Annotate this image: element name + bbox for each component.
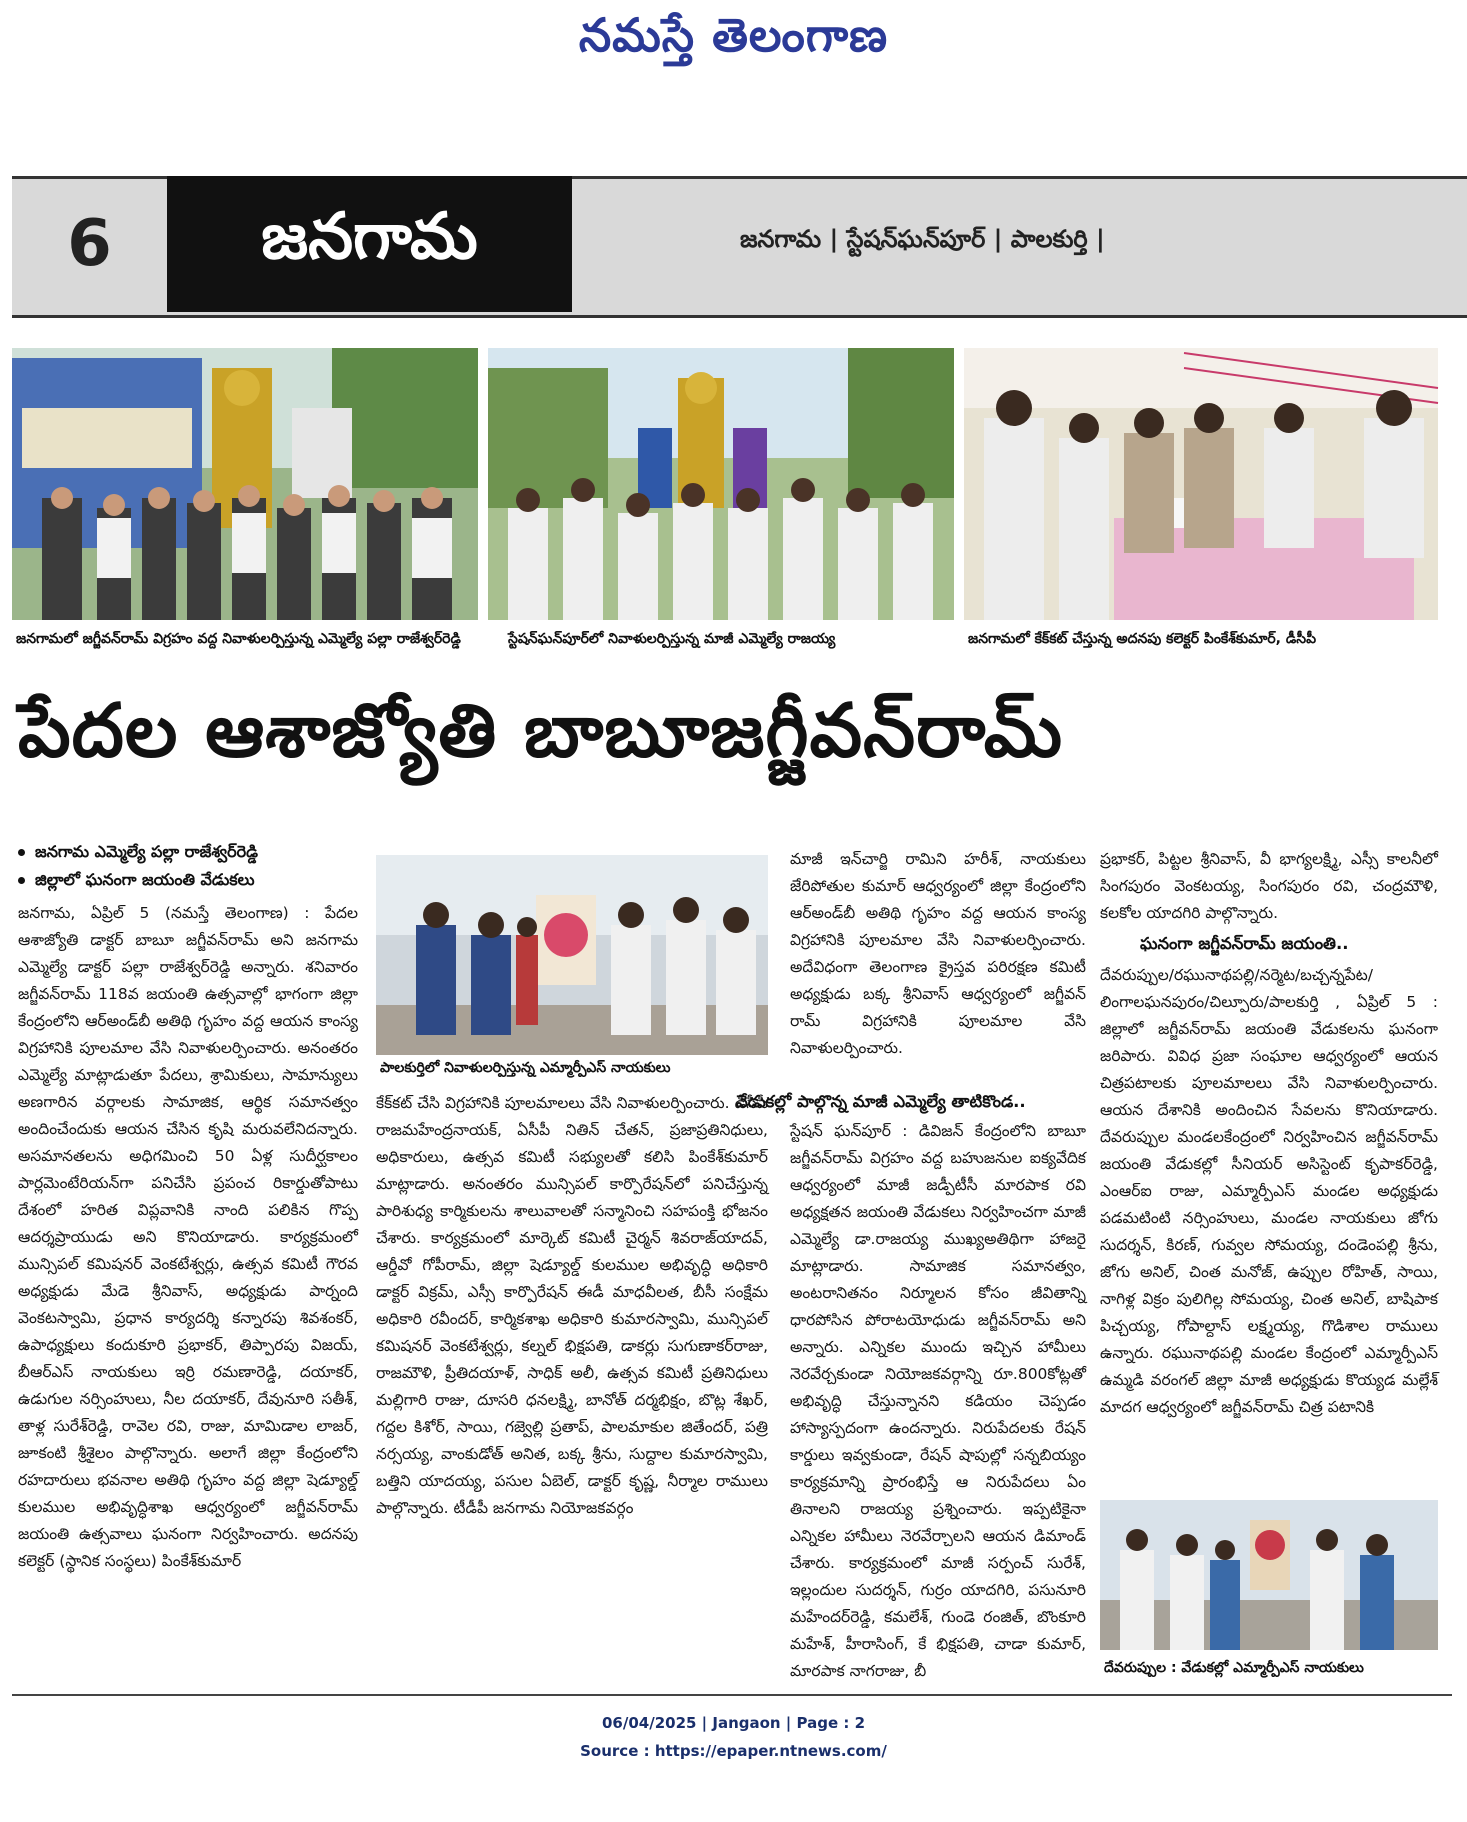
- photo-caption: జనగామలో జగ్జీవన్‌రామ్ విగ్రహం వద్ద నివాళులర్పిస్తున్న ఎమ్మెల్యే పల్లా రాజేశ్వర్‌రెడ్డి: [16, 631, 461, 647]
- district-title: జనగామ: [167, 176, 572, 312]
- sub-places: జనగామ | స్టేషన్‌ఘన్‌పూర్ | పాలకుర్తి |: [740, 225, 1105, 253]
- photo-caption: దేవరుప్పుల : వేడుకల్లో ఎమ్మార్పీఎస్ నాయకులు: [1104, 1660, 1364, 1676]
- photo-caption: జనగామలో కేక్‌కట్ చేస్తున్న అదనపు కలెక్టర్ పింకేశ్‌కుమార్, డీసీపీ: [968, 631, 1317, 647]
- photo-caption: స్టేషన్‌ఘన్‌పూర్‌లో నివాళులర్పిస్తున్న మాజీ ఎమ్మెల్యే రాజయ్య: [508, 631, 836, 647]
- article-column-4a: ప్రభాకర్, పిట్టల శ్రీనివాస్, వీ భాగ్యలక్ష్మి, ఎస్సీ కాలనీలో సింగపురం వెంకటయ్య, సింగపురం రవి, చంద్రమౌళి, కలకోల యాదగిరి పాల్గొన్నారు.: [1100, 850, 1438, 922]
- sub-heading: వేడుకల్లో పాల్గొన్న మాజీ ఎమ్మెల్యే తాటికొండ..: [736, 1092, 1026, 1111]
- bullet-dot: [18, 877, 25, 884]
- article-column-3a: మాజీ ఇన్‌చార్జి రామిని హరీశ్, నాయకులు జేరిపోతుల కుమార్ ఆధ్వర్యంలో జిల్లా కేంద్రంలోని ఆర్‌అండ్‌బీ అతిథి గృహం వద్ద ఆయన కాంస్య విగ్రహానికి పూలమాల వేసి నివాళులర్పించారు. అదేవిధంగా తెలంగాణ క్రైస్తవ పరిరక్షణ కమిటీ అధ్యక్షుడు బక్క శ్రీనివాస్ ఆధ్వర్యంలో జగ్జీవన్ రామ్ విగ్రహానికి పూలమాల వేసి నివాళులర్పించారు.: [790, 850, 1086, 1057]
- newspaper-masthead: నమస్తే తెలంగాణ: [578, 8, 889, 62]
- headline: పేదల ఆశాజ్యోతి బాబూజగ్జీవన్‌రామ్: [18, 688, 1064, 774]
- article-column-4b: దేవరుప్పుల/రఘునాథపల్లి/నర్మెట/బచ్చన్నపేట/లింగాలఘనపురం/చిల్పూరు/పాలకుర్తి , ఏప్రిల్ 5 : జిల్లాలో జగ్జీవన్‌రామ్ జయంతి వేడుకలను ఘనంగా జరిపారు. వివిధ ప్రజా సంఘాల ఆధ్వర్యంలో ఆయన చిత్రపటాలకు పూలమాలలు వేసి నివాళులర్పించారు. ఆయన దేశానికి అందించిన సేవలను కొనియాడారు. దేవరుప్పుల మండలకేంద్రంలో నిర్వహించిన జగ్జీవన్‌రామ్ జయంతి వేడుకల్లో సీనియర్ అసిస్టెంట్ కృపాకర్‌రెడ్డి, ఎంఆర్‌ఐ రాజు, ఎమ్మార్పీఎస్ మండల అధ్యక్షుడు పడమటింటి నర్సింహులు, మండల నాయకులు జోగు సుదర్శన్, కిరణ్, గువ్వల సోమయ్య, దండెంపల్లి శ్రీను, జోగు అనిల్, చింత మనోజ్, ఉప్పుల రోహిత్, సాయి, నాగిళ్ల విక్రం పులిగిల్ల సోమయ్య, చింత అనిల్, బాషిపాక పిచ్చయ్య, గోపాల్దాస్ లక్ష్మయ్య, గొడిశాల రాములు ఉన్నారు. రఘునాథపల్లి మండల కేంద్రంలో ఎమ్మార్పీఎస్ ఉమ్మడి వరంగల్ జిల్లా మాజీ అధ్యక్షుడు కొయ్యడ మల్లేశ్ మాదగ ఆధ్వర్యంలో జగ్జీవన్‌రామ్ చిత్ర పటానికి: [1100, 966, 1438, 1416]
- bullet-text: జిల్లాలో ఘనంగా జయంతి వేడుకలు: [35, 870, 255, 889]
- photo-station-ghanpur: [488, 348, 954, 620]
- sub-heading: ఘనంగా జగ్జీవన్‌రామ్ జయంతి..: [1140, 934, 1349, 953]
- page-number: 6: [67, 207, 112, 281]
- photo-palakurthi: [376, 855, 768, 1055]
- photo-caption: పాలకుర్తిలో నివాళులర్పిస్తున్న ఎమ్మార్పీఎస్ నాయకులు: [380, 1060, 671, 1076]
- bullet-dot: [18, 849, 25, 856]
- photo-devaruppula: [1100, 1500, 1438, 1650]
- footer-source-line: Source : https://epaper.ntnews.com/: [580, 1742, 887, 1760]
- article-column-3b: స్టేషన్ ఘన్‌పూర్ : డివిజన్ కేంద్రంలోని బాబూ జగ్జీవన్‌రామ్ విగ్రహం వద్ద బహుజనుల ఐక్యవేదిక ఆధ్వర్యంలో మాజీ జడ్పీటీసీ మారపాక రవి అధ్యక్షతన జయంతి వేడుకలు నిర్వహించగా మాజీ ఎమ్మెల్యే డా.రాజయ్య ముఖ్యఅతిథిగా హాజరై మాట్లాడారు. సామాజిక సమానత్వం, అంటరానితనం నిర్మూలన కోసం జీవితాన్ని ధారపోసిన పోరాటయోధుడు జగ్జీవన్‌రామ్ అని అన్నారు. ఎన్నికల ముందు ఇచ్చిన హామీలు నెరవేర్చకుండా నియోజకవర్గాన్ని రూ.800కోట్లతో అభివృద్ధి చేస్తున్నానని కడియం చెప్పడం హాస్యాస్పదంగా ఉందన్నారు. నిరుపేదలకు రేషన్ కార్డులు ఇవ్వకుండా, రేషన్ షాపుల్లో సన్నబియ్యం కార్యక్రమాన్ని ప్రారంభిస్తే ఆ నిరుపేదలు ఏం తినాలని రాజయ్య ప్రశ్నించారు. ఇప్పటికైనా ఎన్నికల హామీలు నెరవేర్చాలని ఆయన డిమాండ్ చేశారు. కార్యక్రమంలో మాజీ సర్పంచ్ సురేశ్, ఇల్లందుల సుదర్శన్, గుర్రం యాదగిరి, పసునూరి మహేందర్‌రెడ్డి, కమలేశ్, గుండె రంజిత్, బొంకూరి మహేశ్, హీరాసింగ్, కే భిక్షపతి, చాడా కుమార్, మారపాక నాగరాజు, బీ: [790, 1122, 1086, 1680]
- article-column-2: కేక్‌కట్ చేసి విగ్రహానికి పూలమాలలు వేసి నివాళులర్పించారు. డీసీపీ రాజమహేంద్రనాయక్, ఏసీపీ నితిన్ చేతన్, ప్రజాప్రతినిధులు, అధికారులు, ఉత్సవ కమిటీ సభ్యులతో కలిసి పింకేశ్‌కుమార్ మాట్లాడారు. అనంతరం మున్సిపల్ కార్పొరేషన్‌లో పనిచేస్తున్న పారిశుధ్య కార్మికులను శాలువాలతో సన్మానించి సహపంక్తి భోజనం చేశారు. కార్యక్రమంలో మార్కెట్ కమిటీ చైర్మన్ శివరాజ్‌యాదవ్, ఆర్డీవో గోపీరామ్, జిల్లా షెడ్యూల్డ్ కులముల అభివృద్ధి అధికారి డాక్టర్ విక్రమ్, ఎస్సీ కార్పొరేషన్ ఈడీ మాధవీలత, బీసీ సంక్షేమ అధికారి రవీందర్, కార్మికశాఖ అధికారి కుమారస్వామి, మున్సిపల్ కమిషనర్ వెంకటేశ్వర్లు, కల్నల్ భిక్షపతి, డాకర్లు సుగుణాకర్‌రాజు, రాజమౌళి, ప్రీతిదయాళ్, సాధిక్ అలీ, ఉత్సవ కమిటీ ప్రతినిధులు మల్లిగారి రాజు, దూసరి ధనలక్ష్మి, బానోత్ దర్మభిక్షం, బొట్ల శేఖర్, గద్దల కిశోర్, సాయి, గజ్వెల్లి ప్రతాప్, పాలమాకుల జితేందర్, పత్రి నర్సయ్య, వాంకుడోత్ అనిత, బక్క శ్రీను, సుద్దాల కుమారస్వామి, బత్తిని యాదయ్య, పసుల ఏబెల్, డాక్టర్ కృష్ణ, నీర్మాల రాములు పాల్గొన్నారు. టీడీపీ జనగామ నియోజకవర్గం: [376, 1094, 768, 1517]
- bullet-item: [18, 866, 358, 894]
- bullet-text: జనగామ ఎమ్మెల్యే పల్లా రాజేశ్వర్‌రెడ్డి: [35, 842, 258, 861]
- footer-date-line: 06/04/2025 | Jangaon | Page : 2: [601, 1714, 866, 1732]
- photo-cake-cutting: [964, 348, 1438, 620]
- article-column-1: జనగామ, ఏప్రిల్ 5 (నమస్తే తెలంగాణ) : పేదల ఆశాజ్యోతి డాక్టర్ బాబూ జగ్జీవన్‌రామ్ అని జనగామ ఎమ్మెల్యే డాక్టర్ పల్లా రాజేశ్వర్‌రెడ్డి అన్నారు. శనివారం జగ్జీవన్‌రామ్ 118వ జయంతి ఉత్సవాల్లో భాగంగా జిల్లా కేంద్రంలోని ఆర్‌అండ్‌బీ అతిథి గృహం వద్ద ఆయన కాంస్య విగ్రహానికి పూలమాల వేసి నివాళులర్పించారు. అనంతరం ఎమ్మెల్యే మాట్లాడుతూ పేదలు, శ్రామికులు, సామాన్యులు అణగారిన వర్గాలకు సామాజిక, ఆర్థిక సమానత్వం అందించేందుకు ఆయన చేసిన కృషి మరువలేనిదన్నారు. అసమానతలను అధిగమించి 50 ఏళ్ల సుదీర్ఘకాలం పార్లమెంటేరియన్‌గా పనిచేసి ప్రపంచ రికార్డుతోపాటు దేశంలో హరిత విప్లవానికి నాంది పలికిన గొప్ప ఆదర్శప్రాయుడు అని కొనియాడారు. కార్యక్రమంలో మున్సిపల్ కమిషనర్ వెంకటేశ్వర్లు, ఉత్సవ కమిటీ గౌరవ అధ్యక్షుడు మేడె శ్రీనివాస్, అధ్యక్షుడు పార్నంది వెంకటస్వామి, ప్రధాన కార్యదర్శి కన్నారపు శివశంకర్, ఉపాధ్యక్షులు కందుకూరి ప్రభాకర్, తిప్పారపు విజయ్, బీఆర్‌ఎస్ నాయకులు ఇర్రి రమణారెడ్డి, దయాకర్, ఉడుగుల నర్సింహులు, నీల దయాకర్, దేవునూరి సతీశ్, తాళ్ల సురేశ్‌రెడ్డి, రావెల రవి, రాజు, మామిడాల లాజర్, జూకంటి శ్రీశైలం పాల్గొన్నారు. అలాగే జిల్లా కేంద్రంలోని రహదారులు భవనాల అతిథి గృహం వద్ద జిల్లా షెడ్యూల్డ్ కులముల అభివృద్ధిశాఖ ఆధ్వర్యంలో జగ్జీవన్‌రామ్ జయంతి ఉత్సవాలు ఘనంగా నిర్వహించారు. అదనపు కలెక్టర్ (స్థానిక సంస్థలు) పింకేశ్‌కుమార్: [18, 904, 358, 1570]
- photo-statue-tribute: [12, 348, 478, 620]
- bullet-item: [18, 838, 358, 866]
- footer-divider: [12, 1694, 1452, 1696]
